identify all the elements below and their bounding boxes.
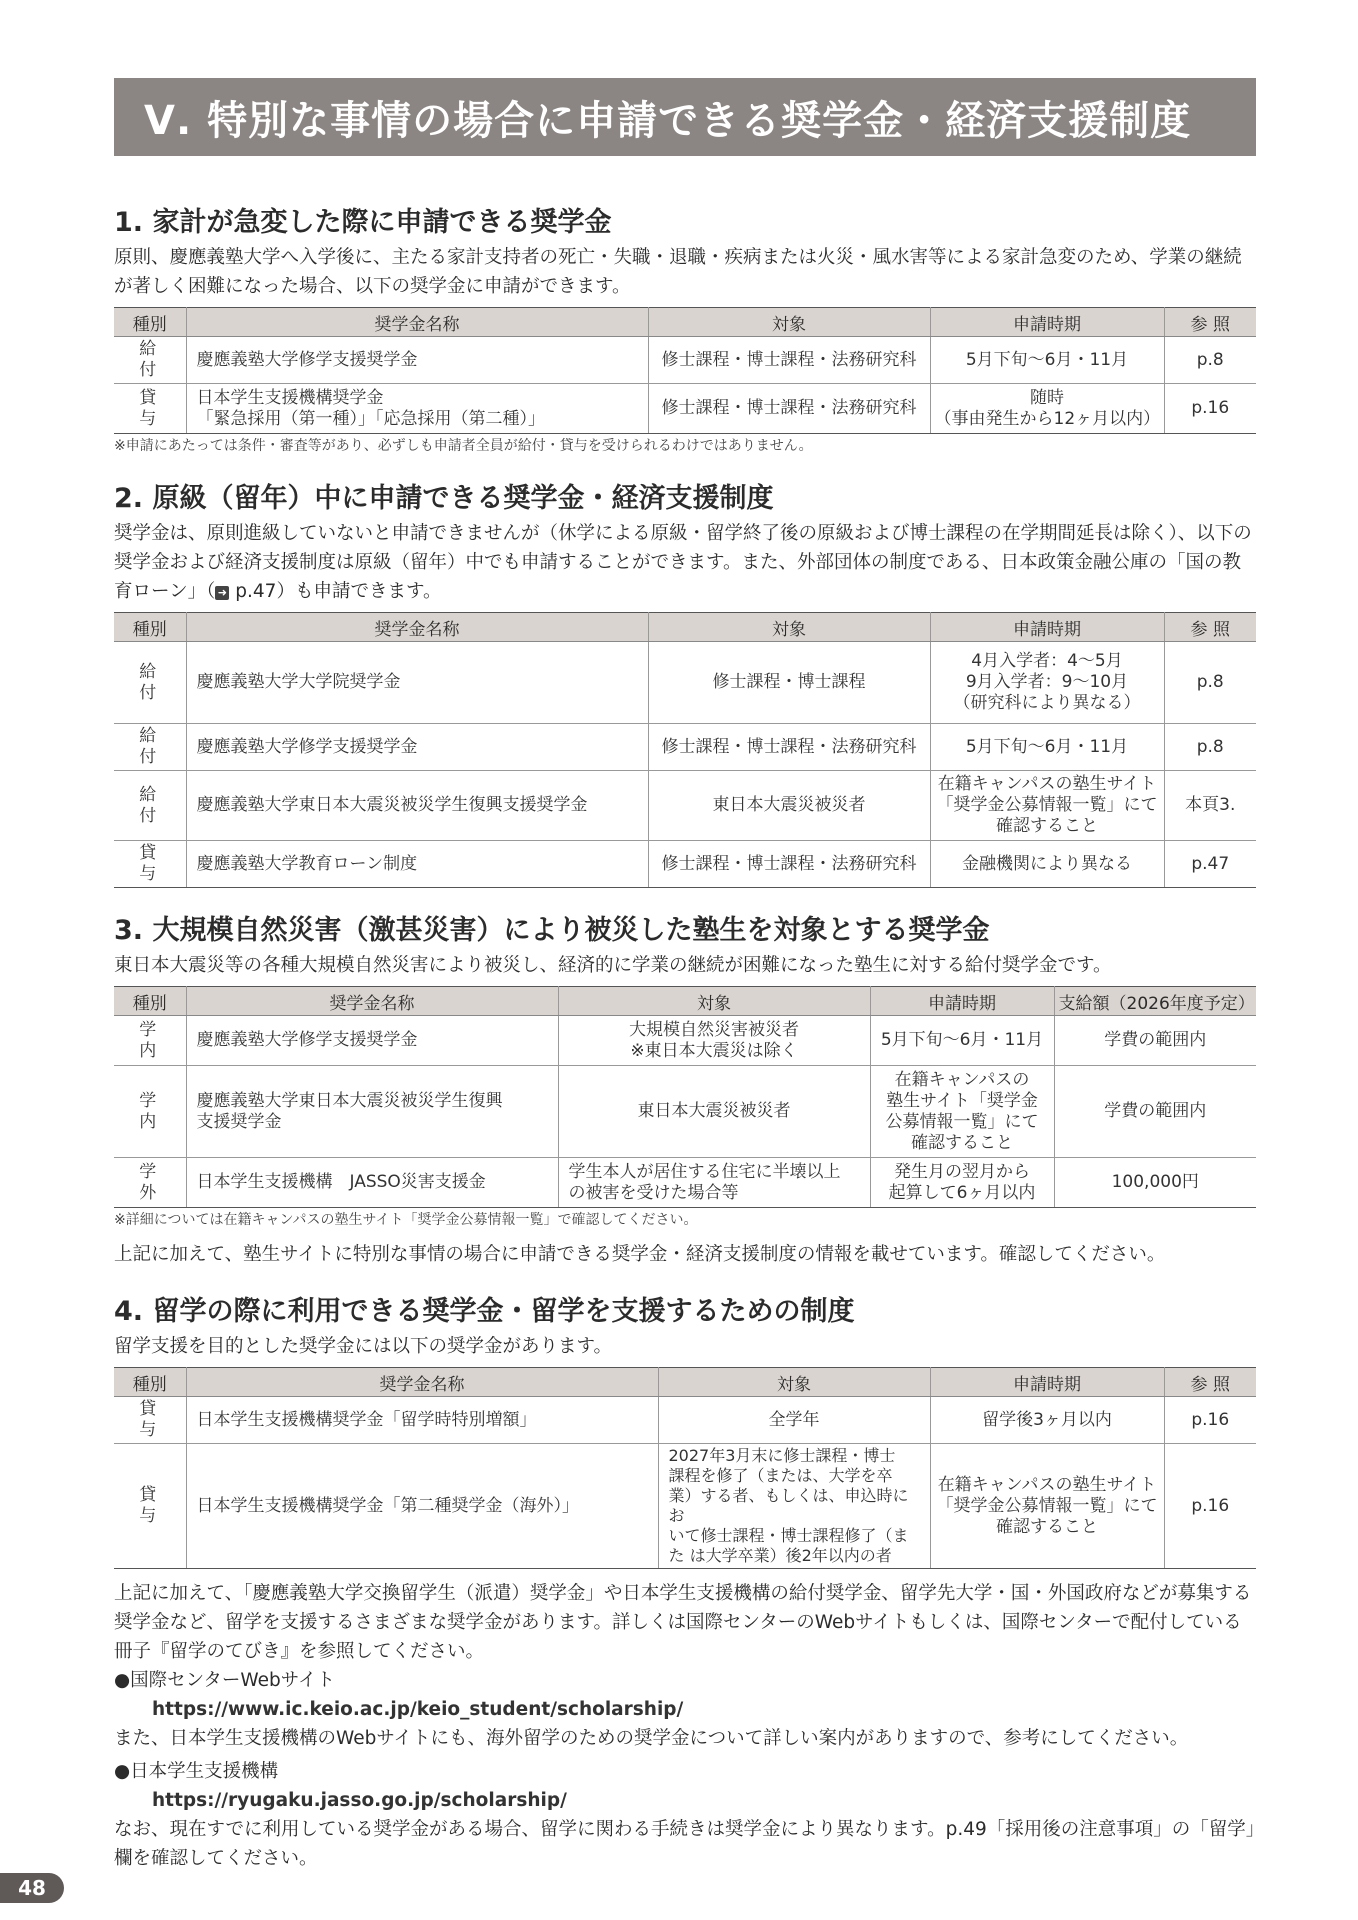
link-1-label: ●国際センターWebサイト	[114, 1670, 335, 1691]
cell-kind: 貸 与	[114, 1397, 186, 1444]
cell-period: 5月下旬～6月・11月	[870, 1016, 1054, 1066]
header-cell: 申請時期	[930, 1368, 1164, 1397]
table-row	[114, 642, 1256, 724]
cell-period: 在籍キャンパスの塾生サイト 「奨学金公募情報一覧」にて 確認すること	[930, 771, 1164, 841]
section-2-intro-text: 奨学金は、原則進級していないと申請できませんが（休学による原級・留学終了後の原級および博士課程の在学期間延長は除く）、以下の奨学金および経済支援制度は原級（留年）中でも申請することができます。また、外部団体の制度である、日本政策金融公庫の「国の教育ローン」（	[114, 523, 1252, 602]
table-row	[114, 724, 1256, 771]
cell-ref: p.8	[1164, 642, 1256, 724]
table-header-row	[114, 308, 1256, 337]
section-4-after-2: また、日本学生支援機構のWebサイトにも、海外留学のための奨学金について詳しい案内がありますので、参考にしてください。	[114, 1728, 1189, 1749]
header-cell: 申請時期	[930, 613, 1164, 642]
table-header-row	[114, 987, 1256, 1016]
header-cell: 対象	[658, 1368, 930, 1397]
cell-ref: 本頁3.	[1164, 771, 1256, 841]
cell-kind: 学 外	[114, 1158, 186, 1208]
cell-ref: p.16	[1164, 1397, 1256, 1444]
header-cell: 種別	[114, 987, 186, 1016]
cell-period: 随時 （事由発生から12ヶ月以内）	[930, 384, 1164, 434]
link-2-label: ●日本学生支援機構	[114, 1761, 279, 1782]
header-cell: 申請時期	[930, 308, 1164, 337]
section-4	[114, 1289, 1256, 1873]
cell-kind: 給 付	[114, 724, 186, 771]
header-cell: 対象	[558, 987, 870, 1016]
cell-kind: 学 内	[114, 1066, 186, 1158]
cell-kind: 貸 与	[114, 384, 186, 434]
page-banner: Ⅴ. 特別な事情の場合に申請できる奨学金・経済支援制度	[114, 78, 1256, 156]
header-cell: 奨学金名称	[186, 613, 648, 642]
section-3	[114, 908, 1256, 1269]
section-1-intro: 原則、慶應義塾大学へ入学後に、主たる家計支持者の死亡・失職・退職・疾病または火災・風水害等による家計急変のため、学業の継続が著しく困難になった場合、以下の奨学金に申請ができます。	[114, 247, 1242, 297]
page	[114, 78, 1256, 1873]
cell-name: 日本学生支援機構奨学金「留学時特別増額」	[186, 1397, 658, 1444]
cell-kind: 貸 与	[114, 841, 186, 888]
section-4-after-1: 上記に加えて、「慶應義塾大学交換留学生（派遣）奨学金」や日本学生支援機構の給付奨学金、留学先大学・国・外国政府などが募集する奨学金など、留学を支援するさまざまな奨学金があります。詳しくは国際センターのWebサイトもしくは、国際センターで配付している冊子『留学のてびき』を参照してください。	[114, 1583, 1252, 1662]
cell-name: 慶應義塾大学東日本大震災被災学生復興 支援奨学金	[186, 1066, 558, 1158]
section-4-heading: 4. 留学の際に利用できる奨学金・留学を支援するための制度	[114, 1296, 855, 1327]
cell-target: 修士課程・博士課程・法務研究科	[648, 724, 930, 771]
section-2-intro	[114, 519, 1256, 606]
header-cell: 奨学金名称	[186, 308, 648, 337]
page-number: 48	[0, 1873, 64, 1903]
cell-name: 日本学生支援機構奨学金 「緊急採用（第一種）」「応急採用（第二種）」	[186, 384, 648, 434]
cell-ref: p.8	[1164, 337, 1256, 384]
table-row	[114, 841, 1256, 888]
section-3-heading: 3. 大規模自然災害（激甚災害）により被災した塾生を対象とする奨学金	[114, 915, 990, 946]
cell-target: 東日本大震災被災者	[558, 1066, 870, 1158]
table-header-row	[114, 1368, 1256, 1397]
cell-target: 2027年3月末に修士課程・博士 課程を修了（または、大学を卒 業）する者、もしくは、申込時にお いて修士課程・博士課程修了（ま た は大学卒業）後2年以内の者	[658, 1444, 930, 1569]
header-cell: 種別	[114, 308, 186, 337]
cell-kind: 給 付	[114, 642, 186, 724]
header-cell: 参 照	[1164, 308, 1256, 337]
header-cell: 対象	[648, 308, 930, 337]
cell-amount: 学費の範囲内	[1054, 1016, 1256, 1066]
cell-period: 発生月の翌月から 起算して6ヶ月以内	[870, 1158, 1054, 1208]
cell-kind: 給 付	[114, 337, 186, 384]
cell-target: 全学年	[658, 1397, 930, 1444]
section-3-after: 上記に加えて、塾生サイトに特別な事情の場合に申請できる奨学金・経済支援制度の情報を載せています。確認してください。	[114, 1244, 1166, 1265]
cell-ref: p.47	[1164, 841, 1256, 888]
section-1-note: ※申請にあたっては条件・審査等があり、必ずしも申請者全員が給付・貸与を受けられるわけではありません。	[114, 438, 813, 454]
cell-name: 慶應義塾大学修学支援奨学金	[186, 724, 648, 771]
cell-name: 慶應義塾大学大学院奨学金	[186, 642, 648, 724]
header-cell: 参 照	[1164, 1368, 1256, 1397]
cell-name: 日本学生支援機構 JASSO災害支援金	[186, 1158, 558, 1208]
section-2-intro-ref: p.47）も申請できます。	[235, 581, 442, 602]
cell-period: 留学後3ヶ月以内	[930, 1397, 1164, 1444]
section-4-intro: 留学支援を目的とした奨学金には以下の奨学金があります。	[114, 1336, 613, 1357]
header-cell: 参 照	[1164, 613, 1256, 642]
cell-period: 金融機関により異なる	[930, 841, 1164, 888]
table-row	[114, 337, 1256, 384]
section-4-table	[114, 1367, 1256, 1569]
header-cell: 支給額（2026年度予定）	[1054, 987, 1256, 1016]
cell-amount: 学費の範囲内	[1054, 1066, 1256, 1158]
section-1-heading: 1. 家計が急変した際に申請できる奨学金	[114, 207, 612, 238]
section-4-after-3: なお、現在すでに利用している奨学金がある場合、留学に関わる手続きは奨学金により異なります。p.49「採用後の注意事項」の「留学」欄を確認してください。	[114, 1819, 1255, 1869]
section-1	[114, 200, 1256, 456]
cell-ref: p.16	[1164, 1444, 1256, 1569]
cell-name: 慶應義塾大学修学支援奨学金	[186, 1016, 558, 1066]
section-3-intro: 東日本大震災等の各種大規模自然災害により被災し、経済的に学業の継続が困難になった塾生に対する給付奨学金です。	[114, 955, 1112, 976]
cell-target: 東日本大震災被災者	[648, 771, 930, 841]
cell-target: 学生本人が居住する住宅に半壊以上 の被害を受けた場合等	[558, 1158, 870, 1208]
header-cell: 種別	[114, 1368, 186, 1397]
cell-name: 日本学生支援機構奨学金「第二種奨学金（海外）」	[186, 1444, 658, 1569]
section-3-table	[114, 986, 1256, 1208]
section-3-note: ※詳細については在籍キャンパスの塾生サイト「奨学金公募情報一覧」で確認してください。	[114, 1212, 698, 1228]
cell-target: 修士課程・博士課程・法務研究科	[648, 337, 930, 384]
cell-target: 修士課程・博士課程・法務研究科	[648, 841, 930, 888]
jasso-link[interactable]: https://ryugaku.jasso.go.jp/scholarship/	[152, 1790, 567, 1811]
arrow-right-icon: ➜	[215, 586, 229, 600]
cell-period: 在籍キャンパスの塾生サイト 「奨学金公募情報一覧」にて 確認すること	[930, 1444, 1164, 1569]
cell-name: 慶應義塾大学修学支援奨学金	[186, 337, 648, 384]
section-2-heading: 2. 原級（留年）中に申請できる奨学金・経済支援制度	[114, 483, 774, 514]
cell-ref: p.16	[1164, 384, 1256, 434]
section-1-table	[114, 307, 1256, 434]
cell-target: 修士課程・博士課程・法務研究科	[648, 384, 930, 434]
cell-target: 大規模自然災害被災者 ※東日本大震災は除く	[558, 1016, 870, 1066]
cell-name: 慶應義塾大学教育ローン制度	[186, 841, 648, 888]
cell-period: 在籍キャンパスの 塾生サイト「奨学金 公募情報一覧」にて 確認すること	[870, 1066, 1054, 1158]
header-cell: 奨学金名称	[186, 1368, 658, 1397]
table-row	[114, 384, 1256, 434]
cell-amount: 100,000円	[1054, 1158, 1256, 1208]
cell-period: 5月下旬～6月・11月	[930, 337, 1164, 384]
header-cell: 対象	[648, 613, 930, 642]
cell-ref: p.8	[1164, 724, 1256, 771]
international-center-link[interactable]: https://www.ic.keio.ac.jp/keio_student/scholarship/	[152, 1699, 684, 1720]
table-row	[114, 1016, 1256, 1066]
cell-kind: 学 内	[114, 1016, 186, 1066]
cell-period: 4月入学者：4～5月 9月入学者：9～10月 （研究科により異なる）	[930, 642, 1164, 724]
table-row	[114, 1444, 1256, 1569]
table-header-row	[114, 613, 1256, 642]
table-row	[114, 771, 1256, 841]
table-row	[114, 1158, 1256, 1208]
table-row	[114, 1397, 1256, 1444]
cell-kind: 給 付	[114, 771, 186, 841]
section-2-table	[114, 612, 1256, 888]
header-cell: 種別	[114, 613, 186, 642]
cell-target: 修士課程・博士課程	[648, 642, 930, 724]
header-cell: 奨学金名称	[186, 987, 558, 1016]
header-cell: 申請時期	[870, 987, 1054, 1016]
cell-kind: 貸 与	[114, 1444, 186, 1569]
cell-name: 慶應義塾大学東日本大震災被災学生復興支援奨学金	[186, 771, 648, 841]
section-2	[114, 476, 1256, 888]
table-row	[114, 1066, 1256, 1158]
cell-period: 5月下旬～6月・11月	[930, 724, 1164, 771]
